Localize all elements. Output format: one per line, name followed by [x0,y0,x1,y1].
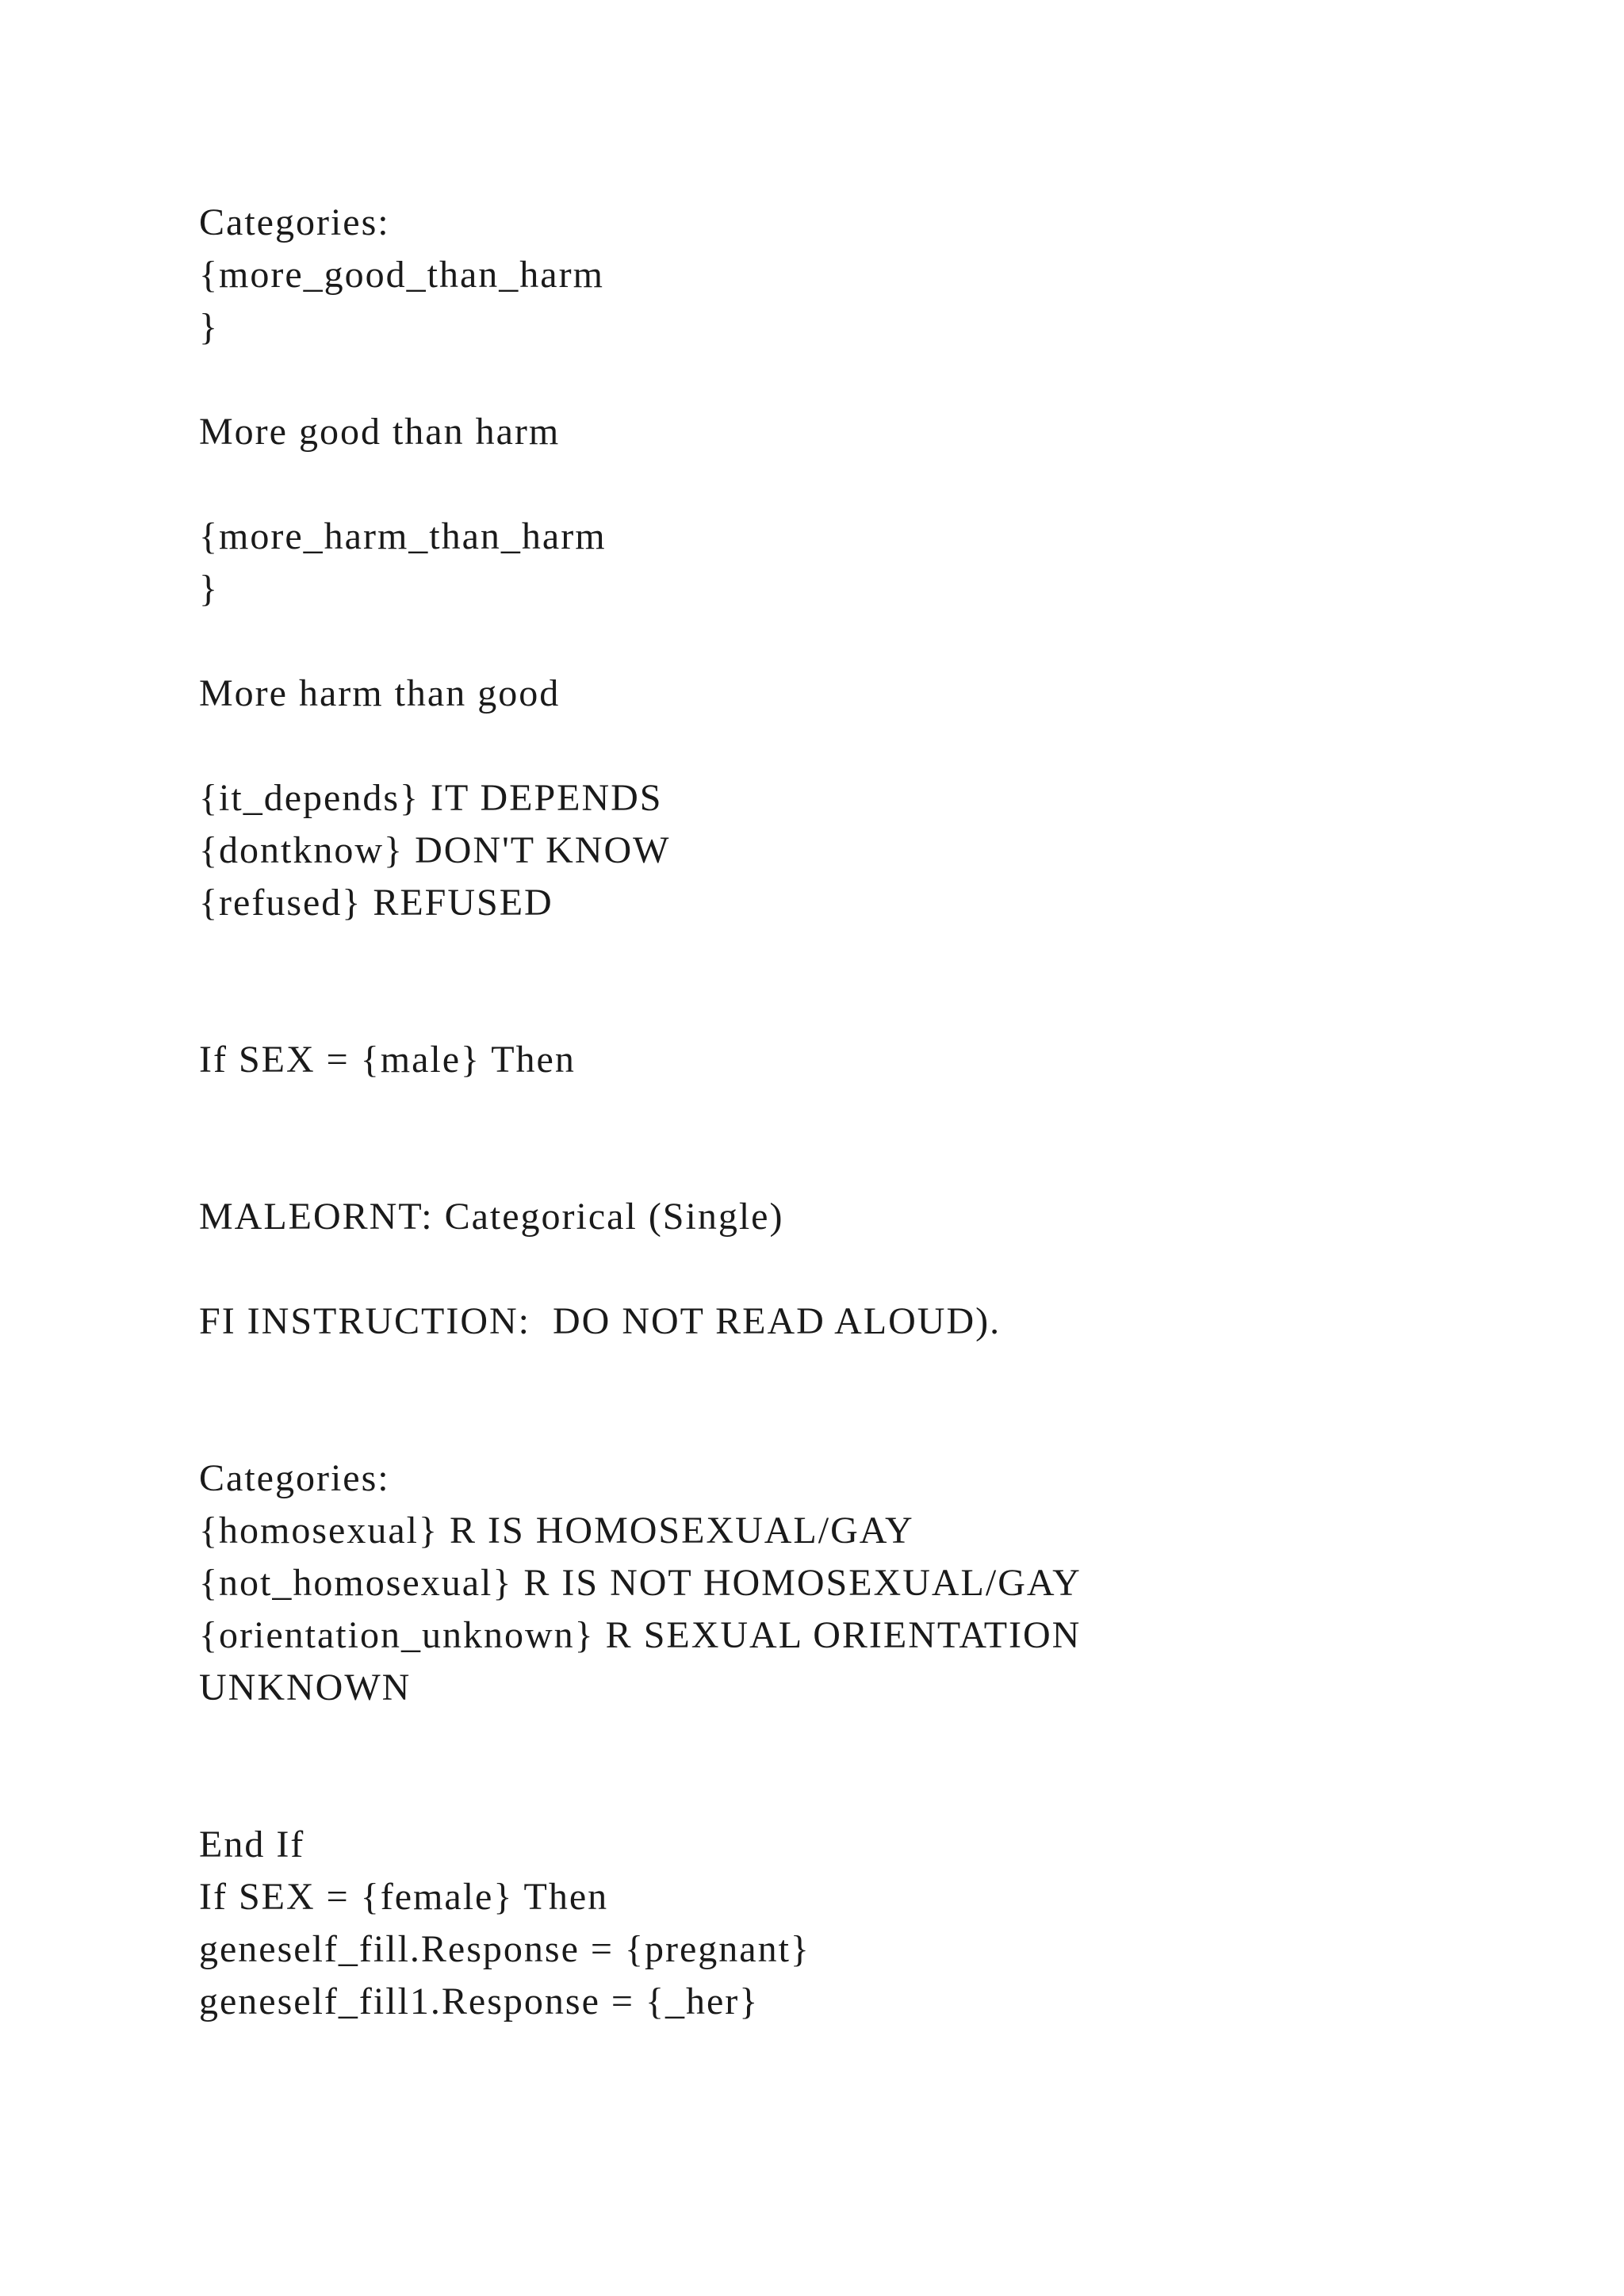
text-line: UNKNOWN [199,1667,412,1709]
text-line: Categories: [199,1457,390,1499]
text-line: If SEX = {female} Then [199,1876,609,1918]
text-line: {orientation_unknown} R SEXUAL ORIENTATION [199,1614,1082,1656]
text-line: {it_depends} IT DEPENDS [199,777,663,819]
text-line: FI INSTRUCTION: DO NOT READ ALOUD). [199,1300,1002,1342]
text-line: End If [199,1823,305,1866]
text-line: geneself_fill1.Response = {_her} [199,1980,760,2022]
text-line: More harm than good [199,672,561,714]
text-line: {more_harm_than_harm [199,515,607,557]
text-line: More good than harm [199,411,561,453]
text-line: Categories: [199,201,390,243]
text-line: } [199,568,220,610]
text-line: {not_homosexual} R IS NOT HOMOSEXUAL/GAY [199,1562,1082,1604]
text-line: MALEORNT: Categorical (Single) [199,1196,784,1238]
text-line: {homosexual} R IS HOMOSEXUAL/GAY [199,1510,914,1552]
text-line: {dontknow} DON'T KNOW [199,829,671,871]
text-line: geneself_fill.Response = {pregnant} [199,1928,810,1970]
text-line: If SEX = {male} Then [199,1039,576,1081]
text-line: {refused} REFUSED [199,882,553,924]
text-line: {more_good_than_harm [199,254,604,296]
text-line: } [199,306,220,348]
